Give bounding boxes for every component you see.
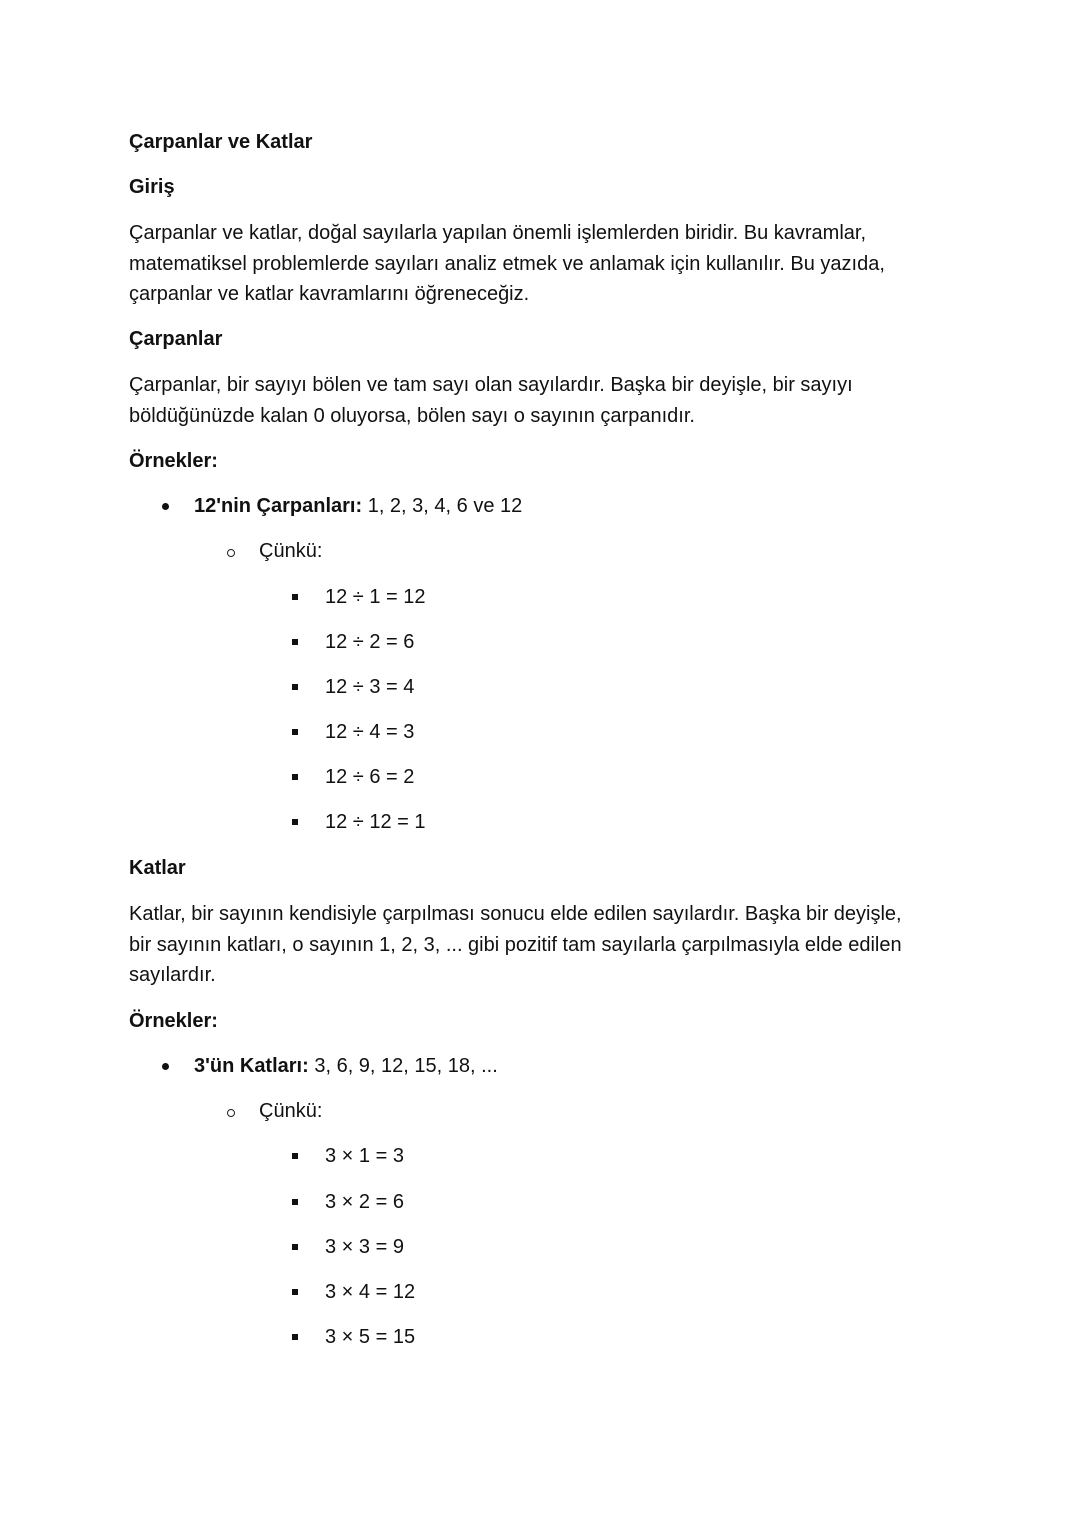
intro-heading: Giriş [129,176,175,198]
multiples-heading: Katlar [129,857,186,879]
multiples-examples-label: Örnekler: [129,1010,218,1032]
factors-line: Çarpanlar, bir sayıyı bölen ve tam sayı olan sayılardır. Başka bir deyişle, bir sayıyı [129,374,853,396]
bullet-square-icon [292,819,298,825]
factors-step: 12 ÷ 3 = 4 [325,676,415,698]
multiples-line: bir sayının katları, o sayının 1, 2, 3, ... gibi pozitif tam sayılarla çarpılmasıyla elde edilen [129,933,902,956]
factors-paragraph [129,370,949,431]
intro-line: Çarpanlar ve katlar, doğal sayılarla yapılan önemli işlemlerden biridir. Bu kavramlar, [129,222,867,244]
factors-example-value: 1, 2, 3, 4, 6 ve 12 [362,495,523,517]
factors-step: 12 ÷ 4 = 3 [325,721,415,743]
bullet-circle-icon [227,549,235,557]
factors-step: 12 ÷ 2 = 6 [325,631,415,653]
multiples-step: 3 × 3 = 9 [325,1236,404,1258]
multiples-paragraph [129,899,949,991]
document-title: Çarpanlar ve Katlar [129,131,313,153]
multiples-example-value: 3, 6, 9, 12, 15, 18, ... [308,1055,498,1077]
intro-line: matematiksel problemlerde sayıları analiz etmek ve anlamak için kullanılır. Bu yazıda, [129,252,885,275]
multiples-example-label: 3'ün Katları: [194,1055,309,1077]
factors-line: böldüğünüzde kalan 0 oluyorsa, bölen sayı o sayının çarpanıdır. [129,404,695,427]
bullet-square-icon [292,639,298,645]
bullet-square-icon [292,1289,298,1295]
factors-reason-label: Çünkü: [259,540,323,562]
bullet-square-icon [292,1199,298,1205]
bullet-square-icon [292,684,298,690]
bullet-square-icon [292,1153,298,1159]
multiples-line: sayılardır. [129,964,216,986]
bullet-disc-icon [162,503,169,510]
factors-example-item [194,494,522,518]
multiples-step: 3 × 5 = 15 [325,1326,416,1348]
bullet-square-icon [292,729,298,735]
factors-heading: Çarpanlar [129,328,223,350]
bullet-square-icon [292,594,298,600]
bullet-square-icon [292,1244,298,1250]
factors-step: 12 ÷ 1 = 12 [325,586,426,608]
bullet-square-icon [292,774,298,780]
factors-step: 12 ÷ 6 = 2 [325,766,415,788]
multiples-reason-label: Çünkü: [259,1100,323,1122]
multiples-step: 3 × 2 = 6 [325,1191,404,1213]
factors-step: 12 ÷ 12 = 1 [325,811,426,833]
intro-paragraph [129,218,949,310]
multiples-step: 3 × 4 = 12 [325,1281,416,1303]
multiples-line: Katlar, bir sayının kendisiyle çarpılması sonucu elde edilen sayılardır. Başka bir deyişle, [129,903,902,925]
bullet-square-icon [292,1334,298,1340]
bullet-circle-icon [227,1109,235,1117]
factors-example-label: 12'nin Çarpanları: [194,495,363,517]
bullet-disc-icon [162,1063,169,1070]
factors-examples-label: Örnekler: [129,450,218,472]
multiples-step: 3 × 1 = 3 [325,1145,404,1167]
intro-line: çarpanlar ve katlar kavramlarını öğreneceğiz. [129,283,530,305]
multiples-example-item [194,1054,498,1078]
